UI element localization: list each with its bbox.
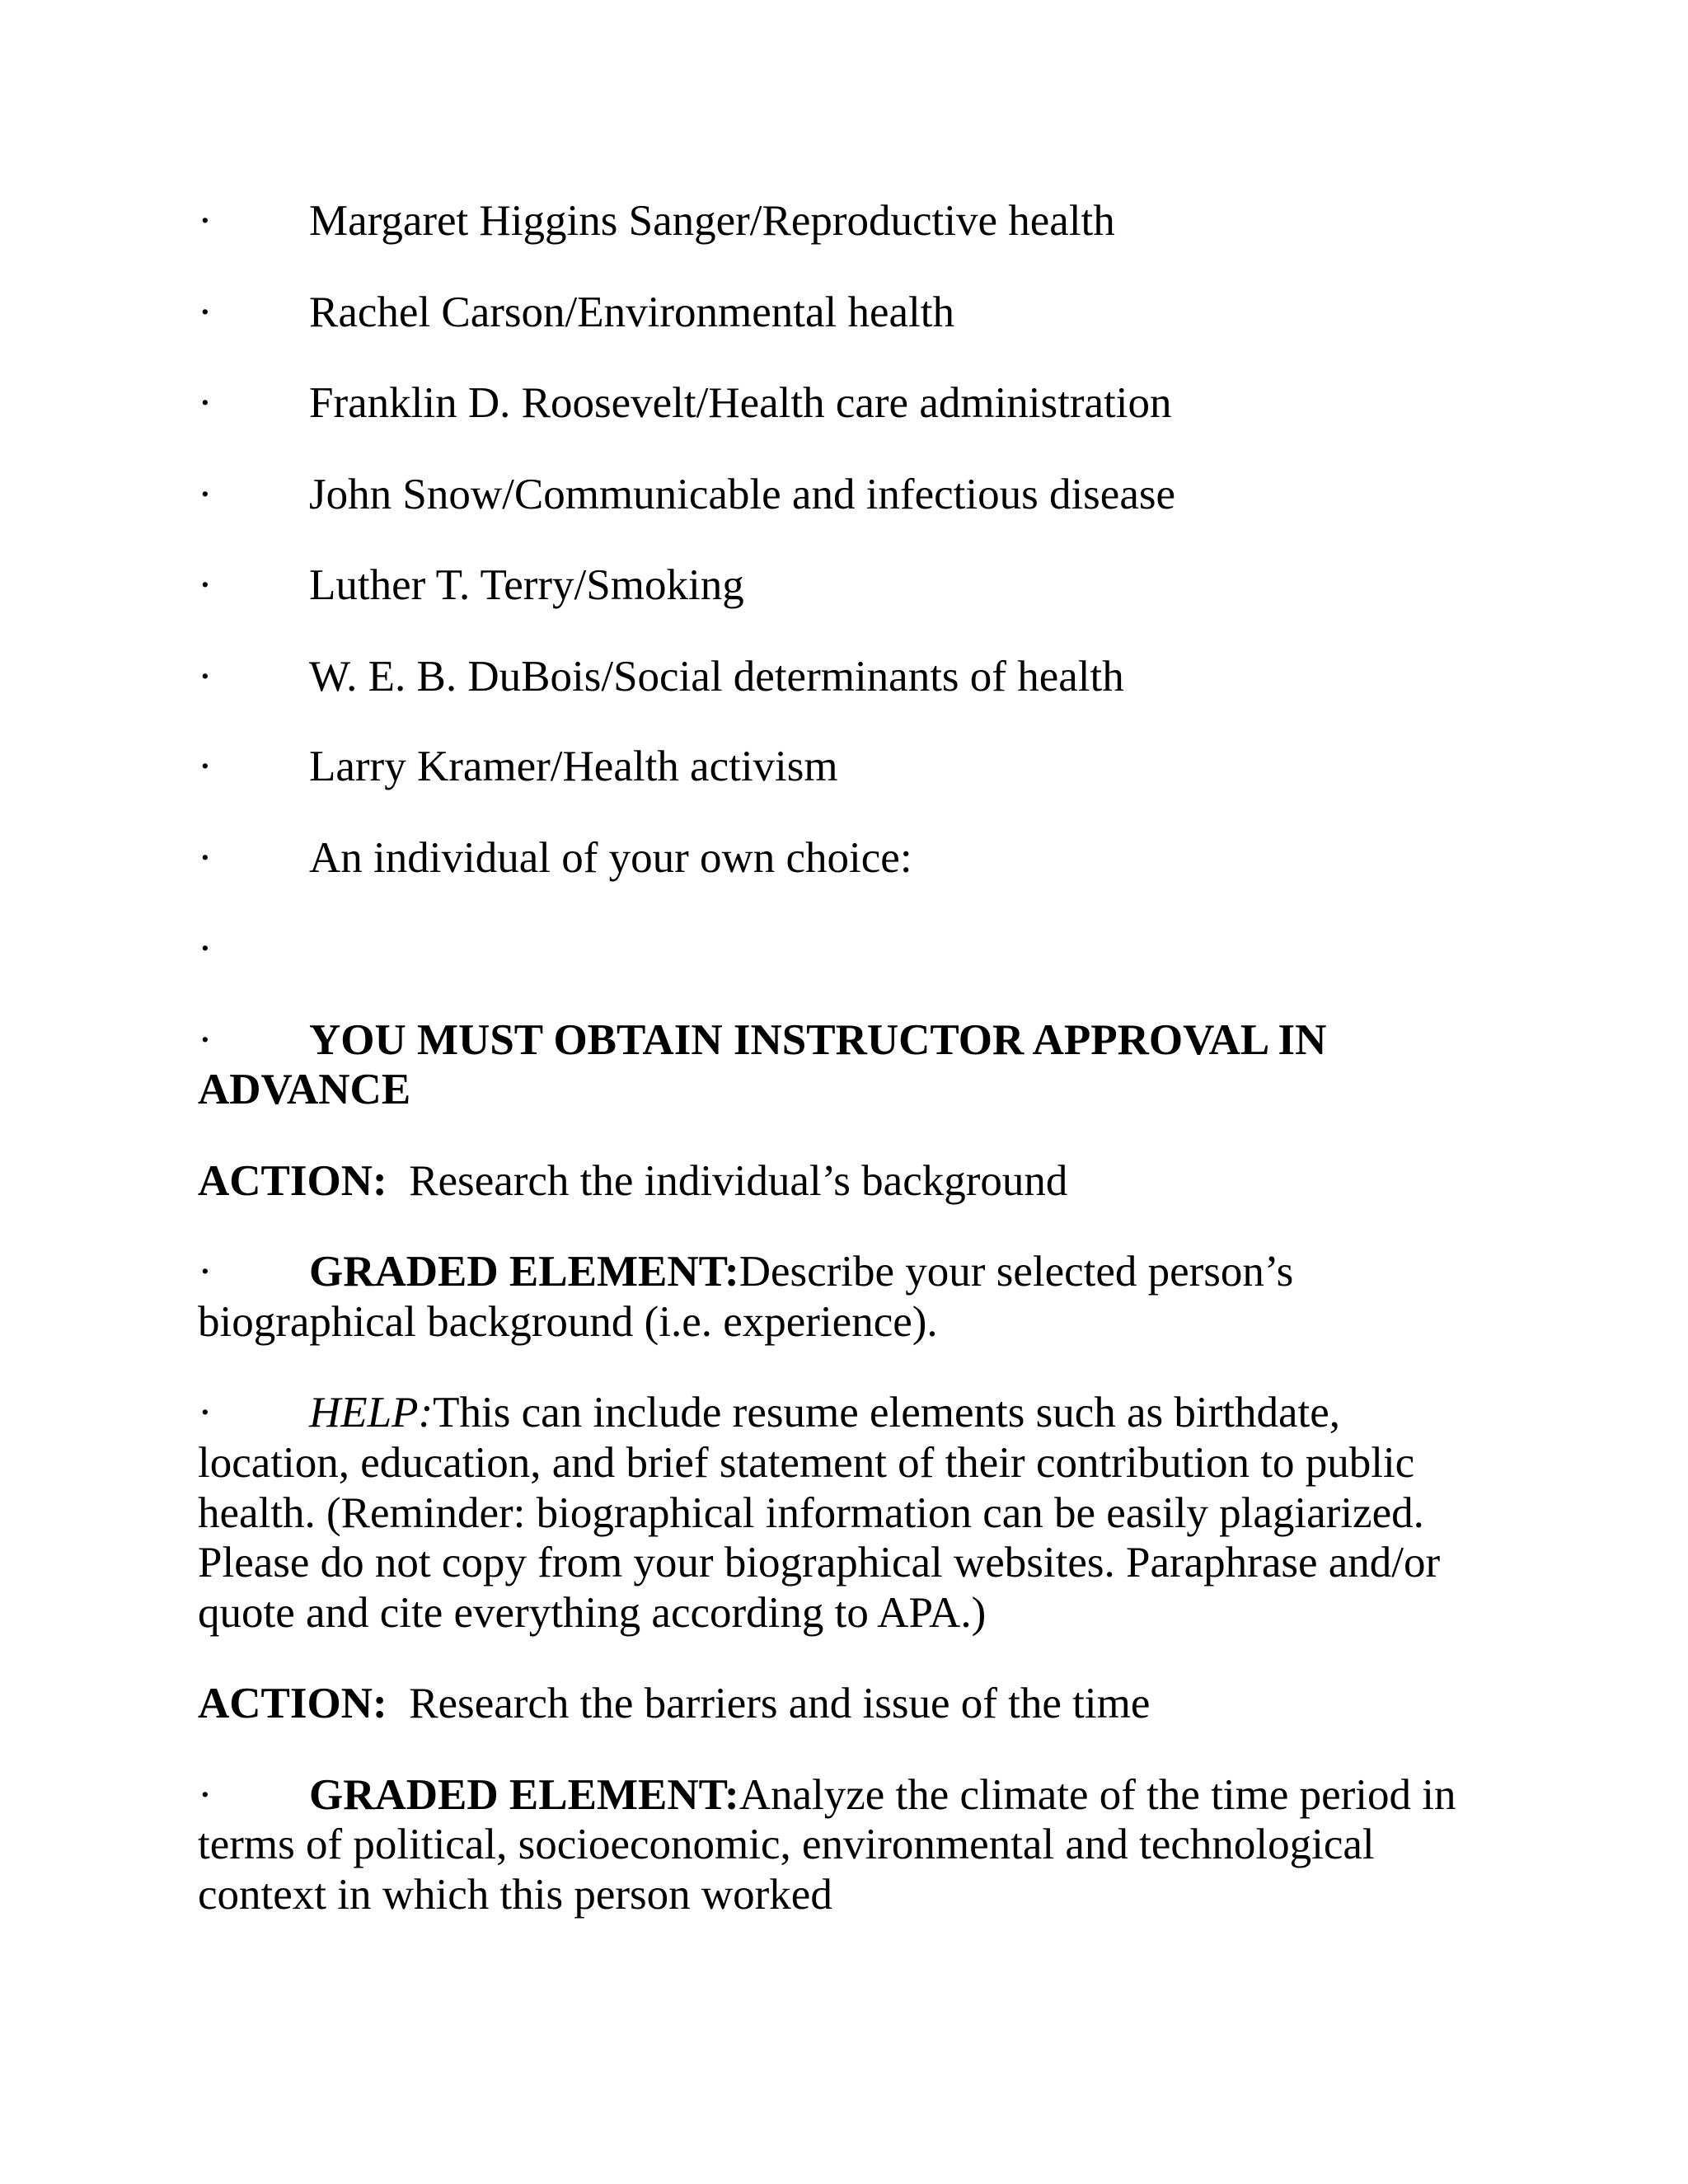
graded-text-cont: context in which this person worked <box>198 1871 832 1919</box>
bullet: · <box>198 925 213 972</box>
list-item: An individual of your own choice: <box>309 834 912 882</box>
help-text-cont: Please do not copy from your biographical websites. Paraphrase and/or <box>198 1539 1441 1586</box>
approval-line-1: YOU MUST OBTAIN INSTRUCTOR APPROVAL IN <box>309 1016 1327 1064</box>
action-text: Research the individual’s background <box>409 1157 1068 1205</box>
bullet: · <box>198 743 213 790</box>
action-background <box>198 1155 1067 1207</box>
bullet: · <box>198 1771 213 1819</box>
bullet: · <box>198 379 213 427</box>
help-text-cont: quote and cite everything according to APA.) <box>198 1589 987 1637</box>
list-item: Margaret Higgins Sanger/Reproductive health <box>309 197 1115 245</box>
bullet: · <box>198 197 213 245</box>
list-item: W. E. B. DuBois/Social determinants of health <box>309 653 1124 701</box>
approval-line-2: ADVANCE <box>198 1066 411 1113</box>
list-item: Luther T. Terry/Smoking <box>309 561 744 609</box>
action-label: ACTION: <box>198 1680 387 1727</box>
help-text-cont: health. (Reminder: biographical information can be easily plagiarized. <box>198 1489 1424 1537</box>
list-item: John Snow/Communicable and infectious disease <box>309 471 1175 518</box>
action-text: Research the barriers and issue of the time <box>409 1680 1151 1727</box>
action-label: ACTION: <box>198 1157 387 1205</box>
list-item: Rachel Carson/Environmental health <box>309 288 954 336</box>
bullet: · <box>198 1248 213 1296</box>
graded-text-cont: terms of political, socioeconomic, environmental and technological <box>198 1821 1375 1868</box>
graded-text-cont: biographical background (i.e. experience). <box>198 1298 938 1346</box>
graded-text: Describe your selected person’s <box>738 1248 1294 1296</box>
bullet: · <box>198 471 213 518</box>
bullet: · <box>198 653 213 701</box>
bullet: · <box>198 834 213 882</box>
graded-text: Analyze the climate of the time period in <box>738 1771 1456 1819</box>
bullet: · <box>198 1016 213 1064</box>
bullet: · <box>198 288 213 336</box>
graded-label: GRADED ELEMENT: <box>309 1248 739 1296</box>
list-item: Franklin D. Roosevelt/Health care administration <box>309 379 1172 427</box>
help-label: HELP: <box>309 1389 434 1436</box>
bullet: · <box>198 1389 213 1436</box>
bullet: · <box>198 561 213 609</box>
help-text: This can include resume elements such as birthdate, <box>433 1389 1341 1436</box>
graded-label: GRADED ELEMENT: <box>309 1771 739 1819</box>
help-text-cont: location, education, and brief statement of their contribution to public <box>198 1439 1415 1487</box>
action-barriers <box>198 1678 1150 1729</box>
list-item: Larry Kramer/Health activism <box>309 743 838 790</box>
